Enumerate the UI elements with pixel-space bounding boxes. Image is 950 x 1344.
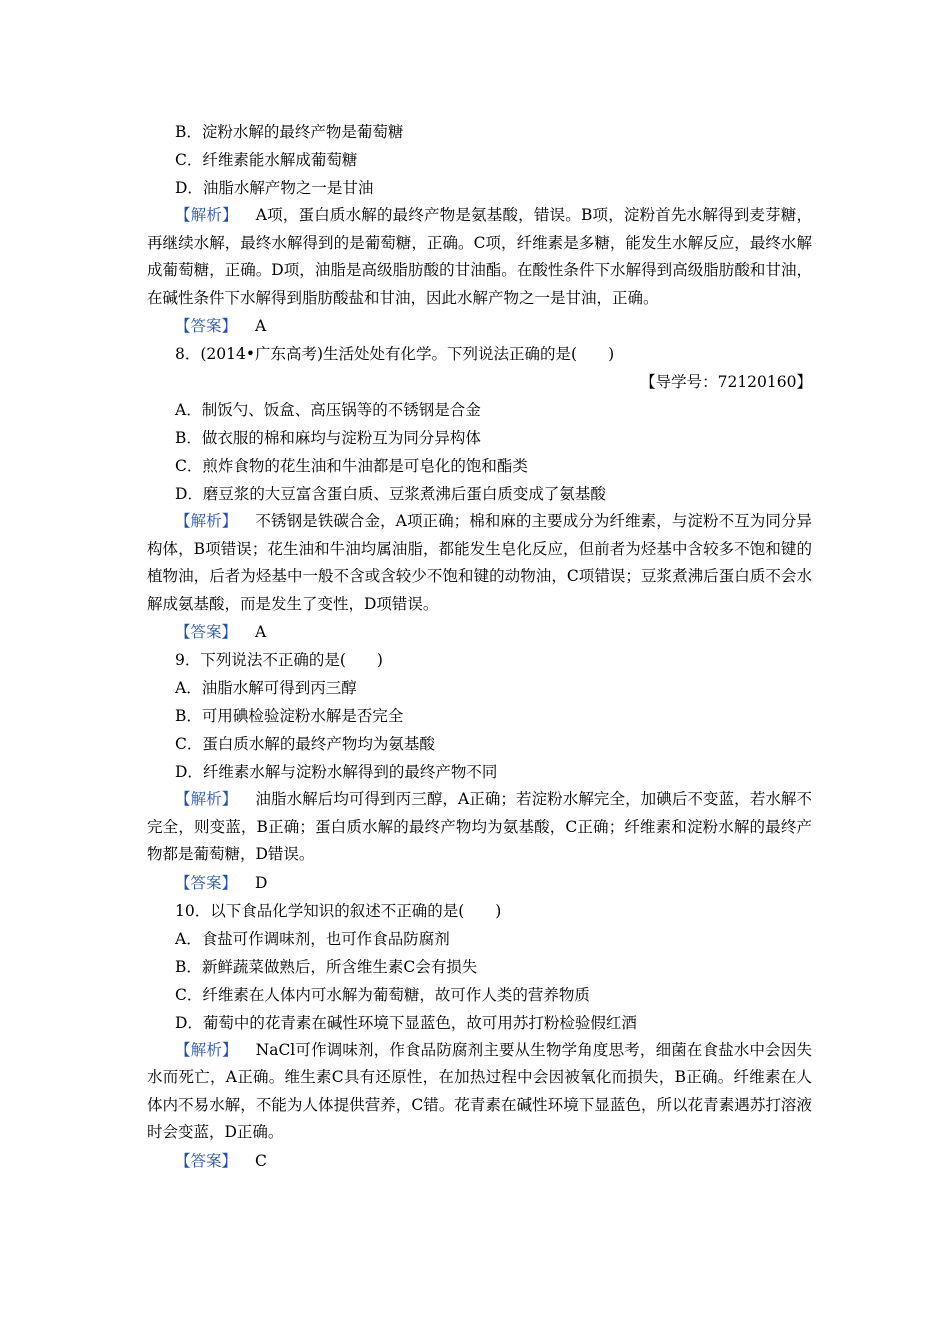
q8-guide-number: 【导学号：72120160】 — [640, 373, 812, 391]
answer-label: 【答案】 — [175, 317, 238, 335]
analysis-label: 【解析】 — [175, 206, 238, 224]
q8-option-d: D．磨豆浆的大豆富含蛋白质、豆浆煮沸后蛋白质变成了氨基酸 — [175, 485, 606, 503]
q10-option-b: B．新鲜蔬菜做熟后，所含维生素C会有损失 — [175, 957, 478, 976]
analysis-label: 【解析】 — [175, 512, 238, 530]
answer-label: 【答案】 — [175, 1151, 238, 1170]
q10-option-c: C．纤维素在人体内可水解为葡萄糖，故可作人类的营养物质 — [175, 985, 590, 1004]
answer-label: 【答案】 — [175, 623, 238, 641]
q10-option-d: D．葡萄中的花青素在碱性环境下显蓝色，故可用苏打粉检验假红酒 — [175, 1013, 637, 1032]
q10-answer-value: C — [255, 1151, 267, 1170]
q9-analysis — [147, 786, 812, 869]
q9-answer-value: D — [255, 873, 268, 892]
q8-answer-value: A — [255, 623, 267, 641]
analysis-label: 【解析】 — [175, 1040, 238, 1059]
q9-option-a: A．油脂水解可得到丙三醇 — [175, 679, 357, 697]
q9-option-d: D．纤维素水解与淀粉水解得到的最终产物不同 — [175, 763, 498, 781]
q7-option-b: B．淀粉水解的最终产物是葡萄糖 — [175, 123, 404, 141]
q8-analysis — [147, 508, 812, 618]
document-page — [147, 118, 812, 1175]
q7-analysis — [147, 202, 812, 312]
q9-answer — [147, 869, 812, 897]
q9-option-c: C．蛋白质水解的最终产物均为氨基酸 — [175, 735, 435, 753]
q7-answer-value: A — [255, 317, 267, 335]
q10-analysis — [147, 1037, 812, 1147]
q10-analysis-text: NaCl可作调味剂，作食品防腐剂主要从生物学角度思考，细菌在食盐水中会因失水而死亡，A正确。维生素C具有还原性，在加热过程中会因被氧化而损失，B正确。纤维素在人体内不易水解，不能为人体提供营养，C错。花青素在碱性环境下显蓝色，所以花青素遇苏打溶液时会变蓝，D正确。 — [147, 1040, 812, 1141]
answer-label: 【答案】 — [175, 873, 238, 892]
q9-option-b: B．可用碘检验淀粉水解是否完全 — [175, 707, 404, 725]
analysis-label: 【解析】 — [175, 790, 238, 808]
q10-stem: 10．以下食品化学知识的叙述不正确的是( ) — [175, 901, 502, 920]
q8-option-a: A．制饭勺、饭盒、高压锅等的不锈钢是合金 — [175, 401, 481, 419]
q7-option-d: D．油脂水解产物之一是甘油 — [175, 179, 374, 197]
q7-option-c: C．纤维素能水解成葡萄糖 — [175, 151, 358, 169]
q8-option-b: B．做衣服的棉和麻均与淀粉互为同分异构体 — [175, 429, 481, 447]
q8-option-c: C．煎炸食物的花生油和牛油都是可皂化的饱和酯类 — [175, 457, 528, 475]
q8-analysis-text: 不锈钢是铁碳合金，A项正确；棉和麻的主要成分为纤维素，与淀粉不互为同分异构体，B项错误；花生油和牛油均属油脂，都能发生皂化反应，但前者为烃基中含较多不饱和键的植物油，后者为烃基中一般不含或含较少不饱和键的动物油，C项错误；豆浆煮沸后蛋白质不会水解成氨基酸，而是发生了变性，D项错误。 — [147, 512, 812, 613]
q9-analysis-text: 油脂水解后均可得到丙三醇，A正确；若淀粉水解完全，加碘后不变蓝，若水解不完全，则变蓝，B正确；蛋白质水解的最终产物均为氨基酸，C正确；纤维素和淀粉水解的最终产物都是葡萄糖，D错误。 — [147, 790, 812, 863]
q9-stem: 9．下列说法不正确的是( ) — [175, 651, 383, 669]
q7-answer — [147, 312, 812, 340]
q8-answer — [147, 618, 812, 646]
q8-stem: 8．(2014•广东高考)生活处处有化学。下列说法正确的是( ) — [175, 345, 615, 363]
q10-answer — [147, 1147, 812, 1175]
q10-option-a: A．食盐可作调味剂，也可作食品防腐剂 — [175, 929, 450, 948]
q7-analysis-text: A项，蛋白质水解的最终产物是氨基酸，错误。B项，淀粉首先水解得到麦芽糖，再继续水解，最终水解得到的是葡萄糖，正确。C项，纤维素是多糖，能发生水解反应，最终水解成葡萄糖，正确。D项，油脂是高级脂肪酸的甘油酯。在酸性条件下水解得到高级脂肪酸和甘油，在碱性条件下水解得到脂肪酸盐和甘油，因此水解产物之一是甘油，正确。 — [147, 206, 812, 307]
